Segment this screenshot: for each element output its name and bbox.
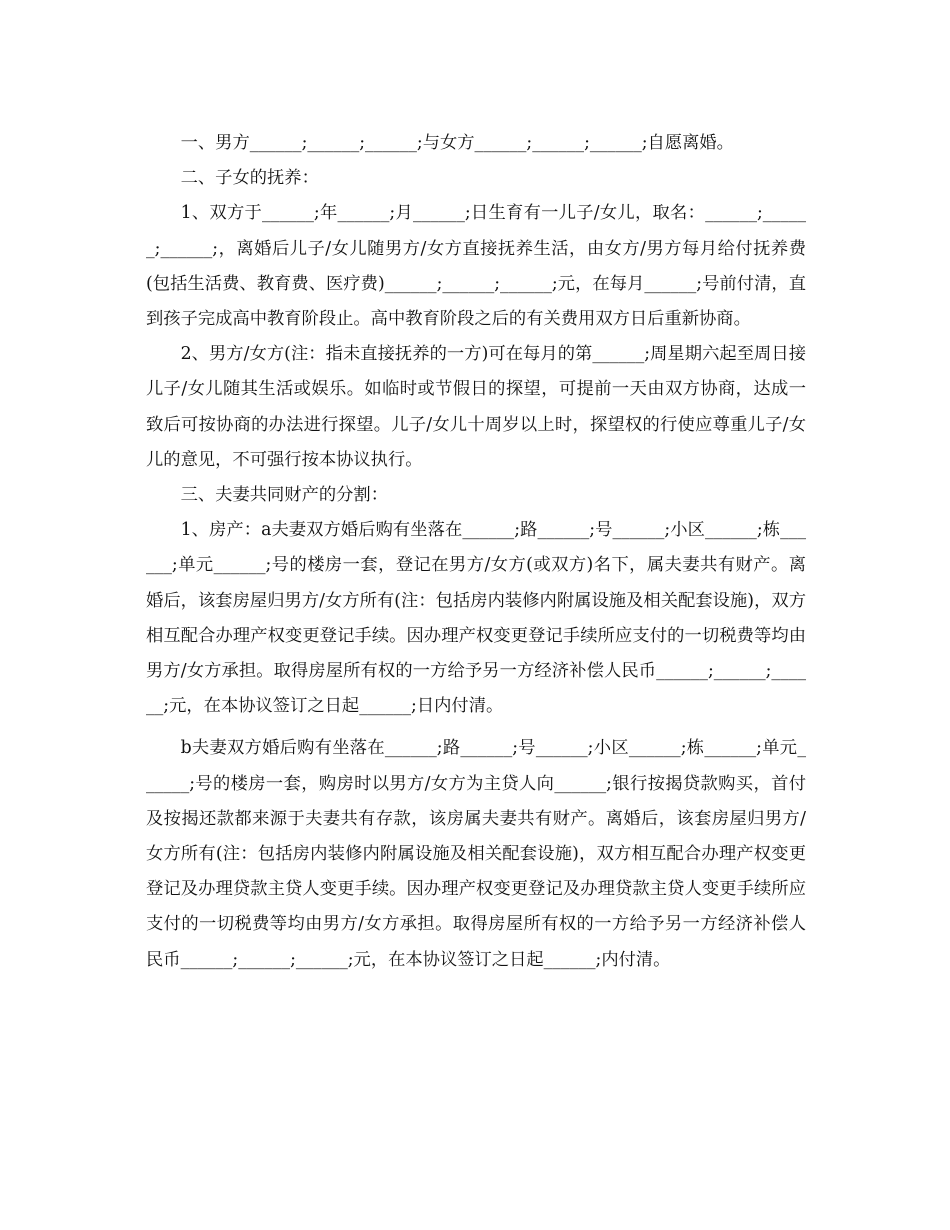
clause-3-1b-mortgaged-house: b夫妻双方婚后购有坐落在______;路______;号______;小区______;栋______;单元______;号的楼房一套，购房时以男方/女方为主贷人向______;银行按揭贷款购买，首付及按揭还款都来源于夫妻共有存款，该房属夫妻共有财产。离婚后，该套房屋归男方/女方所有(注：包括房内装修内附属设施及相关配套设施)，双方相互配合办理产权变更登记及办理贷款主贷人变更手续。因办理产权变更登记及办理贷款主贷人变更手续所应支付的一切税费等均由男方/女方承担。取得房屋所有权的一方给予另一方经济补偿人民币______;______;______;元，在本协议签订之日起______;内付清。 [146,738,806,970]
section-2-heading-child-custody: 二、子女的抚养： [180,168,319,189]
clause-3-1a-house: 1、房产：a夫妻双方婚后购有坐落在______;路______;号______;小区______;栋______;单元______;号的楼房一套，登记在男方/女方(或双方)名下，属夫妻共有财产。离婚后，该套房屋归男方/女方所有(注：包括房内装修内附属设施及相关配套设施)，双方相互配合办理产权变更登记手续。因办理产权变更登记手续所应支付的一切税费等均由男方/女方承担。取得房屋所有权的一方给予另一方经济补偿人民币______;______;______;元，在本协议签订之日起______;日内付清。 [146,520,806,717]
clause-2-1-child-support: 1、双方于______;年______;月______;日生育有一儿子/女儿，取名：______;______;______;，离婚后儿子/女儿随男方/女方直接抚养生活，由女方/男方每月给付抚养费(包括生活费、教育费、医疗费)______;______;______;元，在每月______;号前付清，直到孩子完成高中教育阶段止。高中教育阶段之后的有关费用双方日后重新协商。 [146,203,806,330]
clause-1-divorce-parties: 一、男方______;______;______;与女方______;______;______;自愿离婚。 [180,133,734,153]
clause-2-2-visitation: 2、男方/女方(注：指未直接抚养的一方)可在每月的第______;周星期六起至周日接儿子/女儿随其生活或娱乐。如临时或节假日的探望，可提前一天由双方协商，达成一致后可按协商的办法进行探望。儿子/女儿十周岁以上时，探望权的行使应尊重儿子/女儿的意见，不可强行按本协议执行。 [146,344,806,470]
section-3-heading-property-division: 三、夫妻共同财产的分割： [180,485,388,506]
document-page [146,126,806,978]
